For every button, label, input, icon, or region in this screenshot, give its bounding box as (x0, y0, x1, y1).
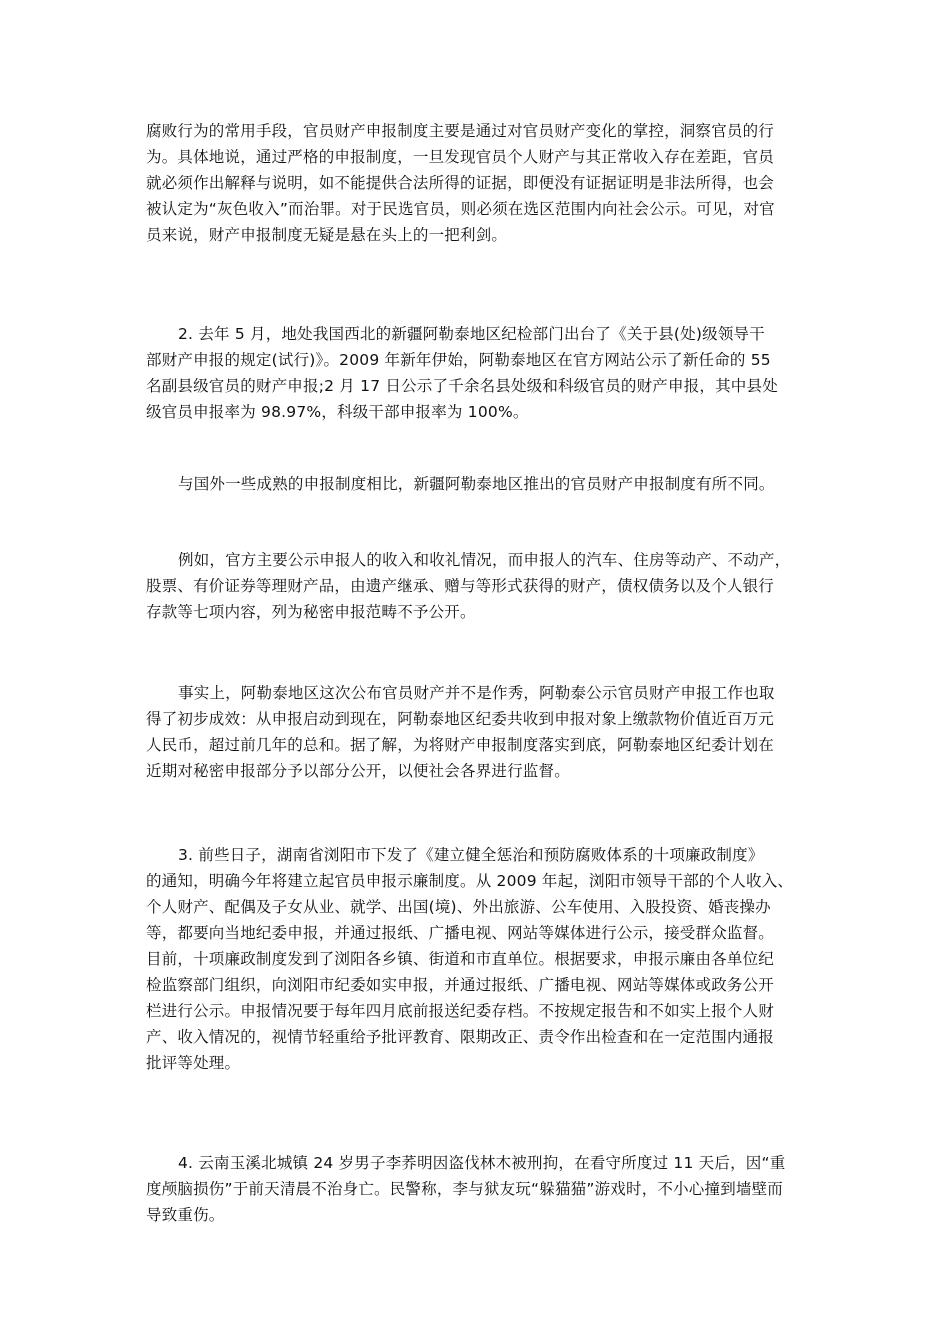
paragraph-line: 产、收入情况的，视情节轻重给予批评教育、限期改正、责令作出检查和在一定范围内通报 (146, 1028, 775, 1046)
paragraph-line: 近期对秘密申报部分予以部分公开，以便社会各界进行监督。 (146, 762, 570, 780)
paragraph-line: 腐败行为的常用手段，官员财产申报制度主要是通过对官员财产变化的掌控，洞察官员的行 (146, 122, 775, 140)
paragraph-line: 得了初步成效：从申报启动到现在，阿勒泰地区纪委共收到申报对象上缴款物价值近百万元 (146, 710, 775, 728)
paragraph-fact (146, 680, 812, 784)
paragraph-line: 等，都要向当地纪委申报，并通过报纸、广播电视、网站等媒体进行公示，接受群众监督。 (146, 924, 775, 942)
paragraph-continuation (146, 118, 812, 248)
paragraph-line: 的通知，明确今年将建立起官员申报示廉制度。从 2009 年起，浏阳市领导干部的个人收入、 (146, 872, 794, 890)
paragraph-comparison (146, 471, 812, 497)
paragraph-item-2 (146, 321, 812, 425)
paragraph-line: 批评等处理。 (146, 1054, 241, 1072)
paragraph-line: 部财产申报的规定(试行)》。2009 年新年伊始，阿勒泰地区在官方网站公示了新任命的 55 (146, 351, 771, 369)
paragraph-line: 个人财产、配偶及子女从业、就学、出国(境)、外出旅游、公车使用、入股投资、婚丧操办 (146, 898, 771, 916)
paragraph-line: 栏进行公示。申报情况要于每年四月底前报送纪委存档。不按规定报告和不如实上报个人财 (146, 1002, 775, 1020)
paragraph-item-4 (146, 1150, 812, 1228)
paragraph-line: 目前，十项廉政制度发到了浏阳各乡镇、街道和市直单位。根据要求，申报示廉由各单位纪 (146, 950, 775, 968)
paragraph-line: 2. 去年 5 月，地处我国西北的新疆阿勒泰地区纪检部门出台了《关于县(处)级领导干 (178, 325, 765, 343)
paragraph-line: 员来说，财产申报制度无疑是悬在头上的一把利剑。 (146, 226, 508, 244)
paragraph-line: 股票、有价证券等理财产品，由遗产继承、赠与等形式获得的财产，债权债务以及个人银行 (146, 577, 775, 595)
paragraph-line: 例如，官方主要公示申报人的收入和收礼情况，而申报人的汽车、住房等动产、不动产， (178, 551, 791, 569)
paragraph-line: 被认定为“灰色收入”而治罪。对于民选官员，则必须在选区范围内向社会公示。可见，对官 (146, 200, 775, 218)
paragraph-line: 级官员申报率为 98.97%，科级干部申报率为 100%。 (146, 403, 529, 421)
paragraph-item-3 (146, 842, 812, 1076)
paragraph-line: 与国外一些成熟的申报制度相比，新疆阿勒泰地区推出的官员财产申报制度有所不同。 (178, 475, 775, 493)
paragraph-line: 导致重伤。 (146, 1206, 225, 1224)
paragraph-line: 为。具体地说，通过严格的申报制度，一旦发现官员个人财产与其正常收入存在差距，官员 (146, 148, 775, 166)
paragraph-example (146, 547, 812, 625)
paragraph-line: 事实上，阿勒泰地区这次公布官员财产并不是作秀，阿勒泰公示官员财产申报工作也取 (178, 684, 775, 702)
paragraph-line: 3. 前些日子，湖南省浏阳市下发了《建立健全惩治和预防腐败体系的十项廉政制度》 (178, 846, 764, 864)
paragraph-line: 人民币，超过前几年的总和。据了解，为将财产申报制度落实到底，阿勒泰地区纪委计划在 (146, 736, 775, 754)
paragraph-line: 名副县级官员的财产申报;2 月 17 日公示了千余名县处级和科级官员的财产申报，其中县处 (146, 377, 778, 395)
paragraph-line: 检监察部门组织，向浏阳市纪委如实申报，并通过报纸、广播电视、网站等媒体或政务公开 (146, 976, 775, 994)
paragraph-line: 度颅脑损伤”于前天清晨不治身亡。民警称，李与狱友玩“躲猫猫”游戏时，不小心撞到墙壁而 (146, 1180, 783, 1198)
paragraph-line: 就必须作出解释与说明，如不能提供合法所得的证据，即便没有证据证明是非法所得，也会 (146, 174, 775, 192)
paragraph-line: 存款等七项内容，列为秘密申报范畴不予公开。 (146, 603, 476, 621)
paragraph-line: 4. 云南玉溪北城镇 24 岁男子李荞明因盗伐林木被刑拘，在看守所度过 11 天后，因“重 (178, 1154, 786, 1172)
